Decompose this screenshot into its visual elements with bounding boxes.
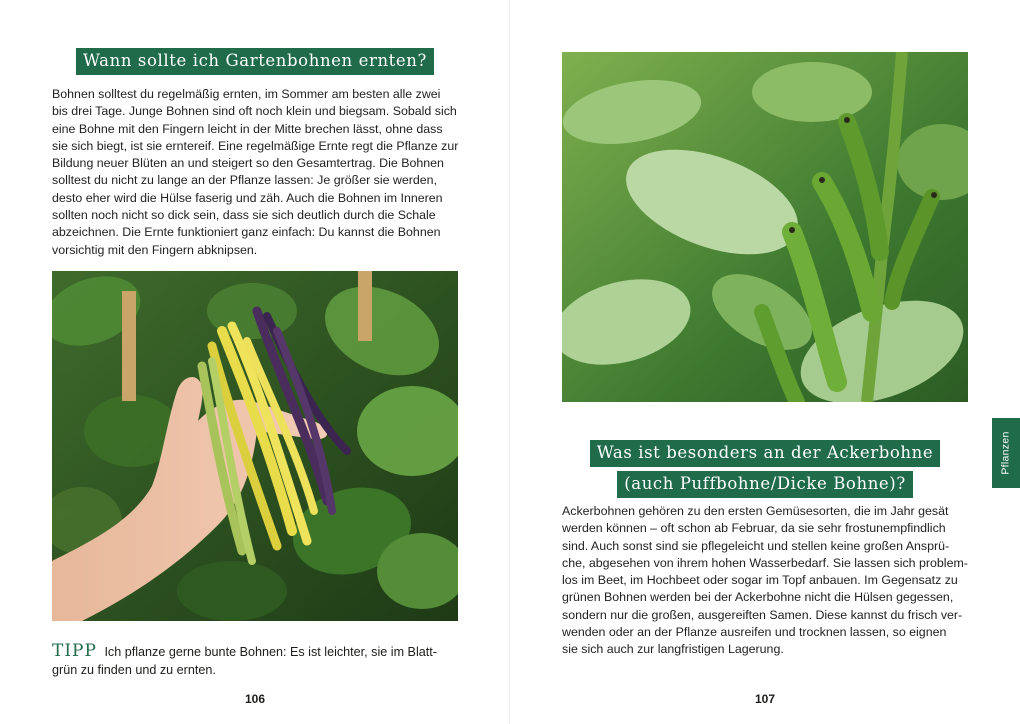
tip-text: grün zu finden und zu ernten.	[52, 663, 216, 677]
tip-line-1	[52, 642, 472, 661]
text-line: grünen Bohnen werden bei der Ackerbohne nicht die Hülsen gegessen,	[562, 590, 954, 605]
text-line: sind. Auch sonst sind sie pflegeleicht und stellen keine großen Ansprü-	[562, 538, 950, 553]
tip-text: Ich pflanze gerne bunte Bohnen: Es ist leichter, sie im Blatt-	[104, 645, 437, 659]
text-line: che, abgesehen von ihrem hohen Wasserbedarf. Sie lassen sich problem-	[562, 555, 968, 570]
text-line: solltest du nicht zu lange an der Pflanze lassen: Je größer sie werden,	[52, 173, 438, 188]
photo-bean-harvest	[52, 271, 458, 621]
text-line: werden können – oft schon ab Februar, da sie sehr frostunempfindlich	[562, 521, 946, 536]
text-line: Bildung neuer Blüten an und steigert so den Gesamtertrag. Die Bohnen	[52, 156, 444, 171]
side-tab-plants	[992, 418, 1020, 488]
side-tab-label: Pflanzen	[1000, 431, 1013, 475]
heading-wrap-left	[0, 48, 510, 79]
tip-label: TIPP	[52, 641, 97, 661]
heading-wrap-right	[562, 440, 968, 502]
text-line: bis drei Tage. Junge Bohnen sind oft noch klein und biegsam. Sobald sich	[52, 104, 457, 119]
paragraph-harvest	[52, 86, 472, 259]
text-line: wenden oder an der Pflanze ausreifen und trocknen lassen, so eignen	[562, 625, 947, 640]
text-line: abzeichnen. Die Ernte funktioniert ganz einfach: Du kannst die Bohnen	[52, 225, 441, 240]
text-line: vorsichtig mit den Fingern abknipsen.	[52, 242, 258, 257]
section-heading-harvest: Wann sollte ich Gartenbohnen ernten?	[76, 48, 434, 75]
page-number-left: 106	[244, 692, 266, 706]
page-number-right: 107	[754, 692, 776, 706]
text-line: sie sich auch zur langfristigen Lagerung.	[562, 642, 784, 657]
text-line: sollten noch nicht so dick sein, dass sie sich deutlich durch die Schale	[52, 208, 436, 223]
right-page	[510, 0, 1020, 724]
tip-box	[52, 642, 472, 679]
text-line: Bohnen solltest du regelmäßig ernten, im Sommer am besten alle zwei	[52, 87, 441, 101]
text-line: sondern nur die großen, ausgereiften Samen. Diese kannst du frisch ver-	[562, 607, 963, 622]
text-line: eine Bohne mit den Fingern leicht in der Mitte brechen lässt, ohne dass	[52, 121, 443, 136]
text-line: desto eher wird die Hülse faserig und zäh. Auch die Bohnen im Inneren	[52, 190, 443, 205]
photo-broad-beans	[562, 52, 968, 402]
text-line: los im Beet, im Hochbeet oder sogar im Topf anbauen. Im Gegensatz zu	[562, 573, 958, 588]
paragraph-broad-bean	[562, 503, 982, 659]
text-line: Ackerbohnen gehören zu den ersten Gemüsesorten, die im Jahr gesät	[562, 504, 949, 518]
text-line: sie sich biegt, ist sie erntereif. Eine regelmäßige Ernte regt die Pflanze zur	[52, 138, 459, 153]
section-heading-broad-bean-2: (auch Puffbohne/Dicke Bohne)?	[617, 471, 913, 498]
section-heading-broad-bean-1: Was ist besonders an der Ackerbohne	[590, 440, 940, 467]
